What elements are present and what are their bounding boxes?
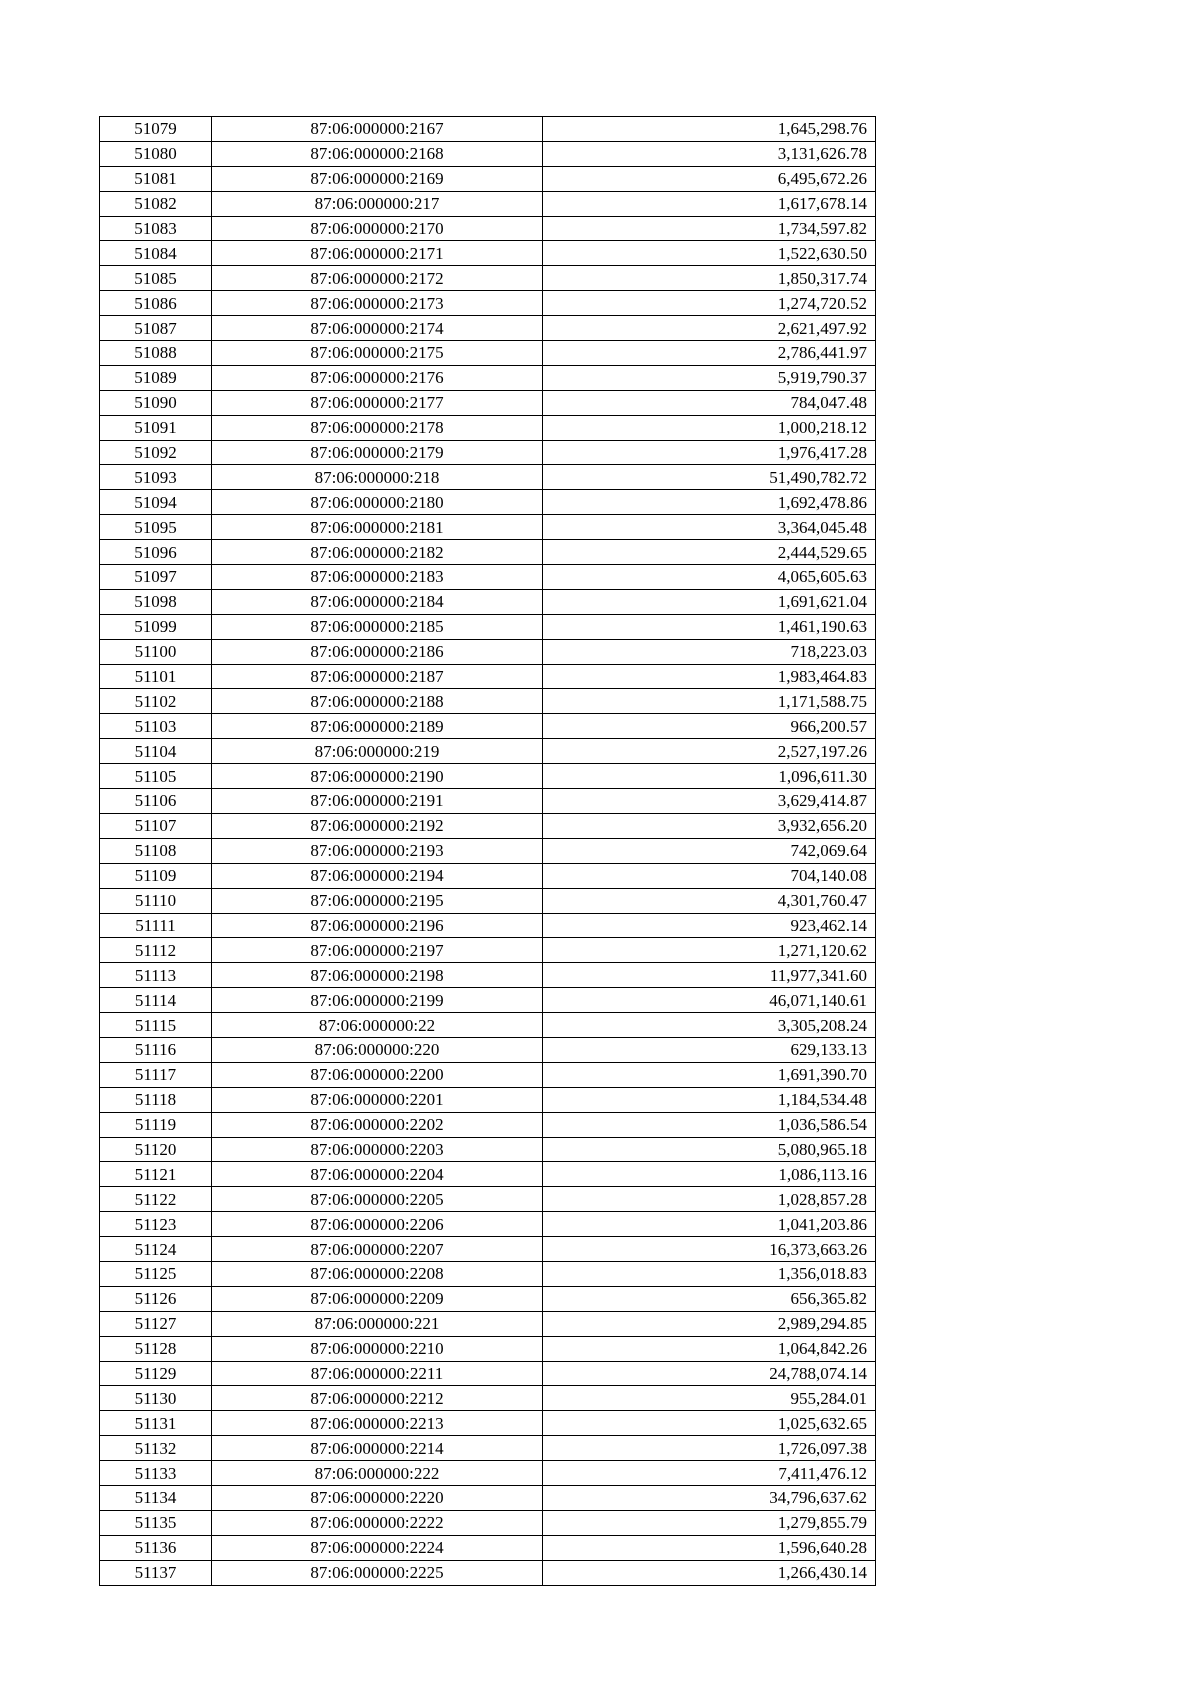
cadastral-value-cell: 1,691,390.70 (543, 1062, 876, 1087)
cadastral-number-cell: 87:06:000000:2212 (212, 1386, 543, 1411)
cadastral-number-cell: 87:06:000000:2181 (212, 515, 543, 540)
cadastral-value-cell: 1,461,190.63 (543, 614, 876, 639)
table-row (100, 166, 876, 191)
table-row (100, 266, 876, 291)
cadastral-number-cell: 87:06:000000:2191 (212, 789, 543, 814)
cadastral-value-cell: 3,131,626.78 (543, 141, 876, 166)
row-number-cell: 51097 (100, 565, 212, 590)
cadastral-value-cell: 3,629,414.87 (543, 789, 876, 814)
cadastral-number-cell: 87:06:000000:2187 (212, 664, 543, 689)
cadastral-value-cell: 923,462.14 (543, 913, 876, 938)
cadastral-value-cell: 1,726,097.38 (543, 1436, 876, 1461)
row-number-cell: 51098 (100, 589, 212, 614)
table-row (100, 689, 876, 714)
table-row (100, 789, 876, 814)
table-row (100, 540, 876, 565)
cadastral-number-cell: 87:06:000000:2208 (212, 1261, 543, 1286)
cadastral-number-cell: 87:06:000000:2207 (212, 1237, 543, 1262)
table-row (100, 341, 876, 366)
cadastral-value-cell: 1,041,203.86 (543, 1212, 876, 1237)
cadastral-number-cell: 87:06:000000:2192 (212, 813, 543, 838)
row-number-cell: 51110 (100, 888, 212, 913)
cadastral-number-cell: 87:06:000000:22 (212, 1013, 543, 1038)
cadastral-value-cell: 1,274,720.52 (543, 291, 876, 316)
cadastral-number-cell: 87:06:000000:2172 (212, 266, 543, 291)
cadastral-value-cell: 1,734,597.82 (543, 216, 876, 241)
cadastral-number-cell: 87:06:000000:2205 (212, 1187, 543, 1212)
cadastral-number-cell: 87:06:000000:2169 (212, 166, 543, 191)
cadastral-value-cell: 1,171,588.75 (543, 689, 876, 714)
table-row (100, 191, 876, 216)
table-row (100, 316, 876, 341)
cadastral-number-cell: 87:06:000000:2213 (212, 1411, 543, 1436)
cadastral-value-cell: 2,444,529.65 (543, 540, 876, 565)
table-row (100, 614, 876, 639)
cadastral-value-cell: 46,071,140.61 (543, 988, 876, 1013)
cadastral-number-cell: 87:06:000000:2196 (212, 913, 543, 938)
table-row (100, 1112, 876, 1137)
cadastral-value-cell: 7,411,476.12 (543, 1461, 876, 1486)
row-number-cell: 51122 (100, 1187, 212, 1212)
cadastral-number-cell: 87:06:000000:2201 (212, 1087, 543, 1112)
cadastral-number-cell: 87:06:000000:2224 (212, 1535, 543, 1560)
cadastral-number-cell: 87:06:000000:2167 (212, 117, 543, 142)
row-number-cell: 51123 (100, 1212, 212, 1237)
cadastral-value-cell: 1,266,430.14 (543, 1560, 876, 1585)
cadastral-value-cell: 1,617,678.14 (543, 191, 876, 216)
cadastral-value-cell: 629,133.13 (543, 1037, 876, 1062)
table-row (100, 1386, 876, 1411)
cadastral-number-cell: 87:06:000000:2225 (212, 1560, 543, 1585)
table-row (100, 465, 876, 490)
table-body (100, 117, 876, 1586)
row-number-cell: 51082 (100, 191, 212, 216)
row-number-cell: 51135 (100, 1510, 212, 1535)
cadastral-number-cell: 87:06:000000:2198 (212, 963, 543, 988)
row-number-cell: 51107 (100, 813, 212, 838)
cadastral-number-cell: 87:06:000000:2189 (212, 714, 543, 739)
row-number-cell: 51079 (100, 117, 212, 142)
table-row (100, 764, 876, 789)
table-row (100, 141, 876, 166)
cadastral-number-cell: 87:06:000000:220 (212, 1037, 543, 1062)
cadastral-number-cell: 87:06:000000:2182 (212, 540, 543, 565)
row-number-cell: 51084 (100, 241, 212, 266)
row-number-cell: 51103 (100, 714, 212, 739)
cadastral-value-cell: 1,279,855.79 (543, 1510, 876, 1535)
table-row (100, 291, 876, 316)
table-row (100, 1212, 876, 1237)
table-row (100, 415, 876, 440)
cadastral-value-cell: 2,527,197.26 (543, 739, 876, 764)
table-row (100, 838, 876, 863)
cadastral-value-cell: 742,069.64 (543, 838, 876, 863)
row-number-cell: 51136 (100, 1535, 212, 1560)
row-number-cell: 51109 (100, 863, 212, 888)
row-number-cell: 51115 (100, 1013, 212, 1038)
table-row (100, 988, 876, 1013)
table-row (100, 565, 876, 590)
cadastral-number-cell: 87:06:000000:2197 (212, 938, 543, 963)
cadastral-number-cell: 87:06:000000:2209 (212, 1286, 543, 1311)
cadastral-value-cell: 966,200.57 (543, 714, 876, 739)
row-number-cell: 51090 (100, 390, 212, 415)
cadastral-number-cell: 87:06:000000:2186 (212, 639, 543, 664)
table-row (100, 963, 876, 988)
cadastral-number-cell: 87:06:000000:2183 (212, 565, 543, 590)
row-number-cell: 51087 (100, 316, 212, 341)
cadastral-value-cell: 1,645,298.76 (543, 117, 876, 142)
table-row (100, 440, 876, 465)
row-number-cell: 51128 (100, 1336, 212, 1361)
cadastral-number-cell: 87:06:000000:2173 (212, 291, 543, 316)
table-row (100, 1336, 876, 1361)
row-number-cell: 51100 (100, 639, 212, 664)
row-number-cell: 51116 (100, 1037, 212, 1062)
cadastral-value-cell: 1,184,534.48 (543, 1087, 876, 1112)
table-row (100, 1286, 876, 1311)
table-row (100, 1237, 876, 1262)
table-row (100, 1361, 876, 1386)
cadastral-value-table (99, 116, 876, 1586)
cadastral-number-cell: 87:06:000000:2176 (212, 365, 543, 390)
table-row (100, 863, 876, 888)
cadastral-value-cell: 1,036,586.54 (543, 1112, 876, 1137)
cadastral-value-cell: 5,080,965.18 (543, 1137, 876, 1162)
cadastral-number-cell: 87:06:000000:2193 (212, 838, 543, 863)
cadastral-value-cell: 718,223.03 (543, 639, 876, 664)
cadastral-value-cell: 2,786,441.97 (543, 341, 876, 366)
table-row (100, 1187, 876, 1212)
cadastral-value-cell: 784,047.48 (543, 390, 876, 415)
table-row (100, 515, 876, 540)
table-row (100, 639, 876, 664)
row-number-cell: 51134 (100, 1485, 212, 1510)
cadastral-value-cell: 4,065,605.63 (543, 565, 876, 590)
row-number-cell: 51121 (100, 1162, 212, 1187)
cadastral-number-cell: 87:06:000000:2168 (212, 141, 543, 166)
cadastral-number-cell: 87:06:000000:2194 (212, 863, 543, 888)
cadastral-number-cell: 87:06:000000:2184 (212, 589, 543, 614)
cadastral-value-cell: 1,976,417.28 (543, 440, 876, 465)
cadastral-value-cell: 11,977,341.60 (543, 963, 876, 988)
cadastral-value-cell: 1,850,317.74 (543, 266, 876, 291)
row-number-cell: 51111 (100, 913, 212, 938)
table-row (100, 1162, 876, 1187)
cadastral-value-cell: 1,356,018.83 (543, 1261, 876, 1286)
row-number-cell: 51094 (100, 490, 212, 515)
row-number-cell: 51119 (100, 1112, 212, 1137)
table-row (100, 1461, 876, 1486)
cadastral-number-cell: 87:06:000000:2199 (212, 988, 543, 1013)
row-number-cell: 51092 (100, 440, 212, 465)
row-number-cell: 51137 (100, 1560, 212, 1585)
table-row (100, 813, 876, 838)
row-number-cell: 51106 (100, 789, 212, 814)
cadastral-number-cell: 87:06:000000:2211 (212, 1361, 543, 1386)
cadastral-value-cell: 3,305,208.24 (543, 1013, 876, 1038)
row-number-cell: 51133 (100, 1461, 212, 1486)
table-row (100, 1510, 876, 1535)
cadastral-value-cell: 16,373,663.26 (543, 1237, 876, 1262)
cadastral-number-cell: 87:06:000000:222 (212, 1461, 543, 1486)
table-row (100, 1535, 876, 1560)
cadastral-value-cell: 24,788,074.14 (543, 1361, 876, 1386)
row-number-cell: 51125 (100, 1261, 212, 1286)
cadastral-value-cell: 4,301,760.47 (543, 888, 876, 913)
row-number-cell: 51117 (100, 1062, 212, 1087)
row-number-cell: 51108 (100, 838, 212, 863)
row-number-cell: 51120 (100, 1137, 212, 1162)
cadastral-number-cell: 87:06:000000:2202 (212, 1112, 543, 1137)
row-number-cell: 51124 (100, 1237, 212, 1262)
table-row (100, 1311, 876, 1336)
cadastral-value-cell: 2,989,294.85 (543, 1311, 876, 1336)
cadastral-number-cell: 87:06:000000:217 (212, 191, 543, 216)
table-row (100, 365, 876, 390)
row-number-cell: 51129 (100, 1361, 212, 1386)
table-row (100, 1436, 876, 1461)
cadastral-number-cell: 87:06:000000:2210 (212, 1336, 543, 1361)
cadastral-value-cell: 1,691,621.04 (543, 589, 876, 614)
cadastral-value-cell: 1,086,113.16 (543, 1162, 876, 1187)
table-row (100, 714, 876, 739)
cadastral-value-cell: 1,000,218.12 (543, 415, 876, 440)
row-number-cell: 51086 (100, 291, 212, 316)
cadastral-value-cell: 2,621,497.92 (543, 316, 876, 341)
row-number-cell: 51105 (100, 764, 212, 789)
row-number-cell: 51126 (100, 1286, 212, 1311)
cadastral-value-cell: 5,919,790.37 (543, 365, 876, 390)
table-row (100, 390, 876, 415)
cadastral-value-cell: 704,140.08 (543, 863, 876, 888)
table-row (100, 1411, 876, 1436)
cadastral-value-cell: 34,796,637.62 (543, 1485, 876, 1510)
cadastral-number-cell: 87:06:000000:2179 (212, 440, 543, 465)
row-number-cell: 51096 (100, 540, 212, 565)
cadastral-number-cell: 87:06:000000:2188 (212, 689, 543, 714)
cadastral-value-cell: 1,596,640.28 (543, 1535, 876, 1560)
table-row (100, 1013, 876, 1038)
cadastral-number-cell: 87:06:000000:2200 (212, 1062, 543, 1087)
cadastral-value-cell: 51,490,782.72 (543, 465, 876, 490)
cadastral-number-cell: 87:06:000000:2185 (212, 614, 543, 639)
table-row (100, 1137, 876, 1162)
row-number-cell: 51112 (100, 938, 212, 963)
cadastral-number-cell: 87:06:000000:2203 (212, 1137, 543, 1162)
row-number-cell: 51130 (100, 1386, 212, 1411)
cadastral-number-cell: 87:06:000000:2174 (212, 316, 543, 341)
cadastral-value-cell: 6,495,672.26 (543, 166, 876, 191)
cadastral-value-cell: 1,025,632.65 (543, 1411, 876, 1436)
table-row (100, 490, 876, 515)
cadastral-number-cell: 87:06:000000:2214 (212, 1436, 543, 1461)
row-number-cell: 51131 (100, 1411, 212, 1436)
table-row (100, 1087, 876, 1112)
cadastral-value-cell: 1,983,464.83 (543, 664, 876, 689)
table-row (100, 589, 876, 614)
table-row (100, 1560, 876, 1585)
table-row (100, 1485, 876, 1510)
row-number-cell: 51091 (100, 415, 212, 440)
row-number-cell: 51099 (100, 614, 212, 639)
cadastral-value-cell: 3,932,656.20 (543, 813, 876, 838)
cadastral-number-cell: 87:06:000000:2178 (212, 415, 543, 440)
row-number-cell: 51093 (100, 465, 212, 490)
cadastral-number-cell: 87:06:000000:2177 (212, 390, 543, 415)
row-number-cell: 51083 (100, 216, 212, 241)
table-row (100, 913, 876, 938)
cadastral-value-cell: 1,096,611.30 (543, 764, 876, 789)
cadastral-number-cell: 87:06:000000:218 (212, 465, 543, 490)
cadastral-value-cell: 1,064,842.26 (543, 1336, 876, 1361)
cadastral-number-cell: 87:06:000000:2180 (212, 490, 543, 515)
row-number-cell: 51104 (100, 739, 212, 764)
row-number-cell: 51127 (100, 1311, 212, 1336)
cadastral-number-cell: 87:06:000000:2206 (212, 1212, 543, 1237)
cadastral-value-cell: 955,284.01 (543, 1386, 876, 1411)
table-row (100, 664, 876, 689)
table-row (100, 739, 876, 764)
row-number-cell: 51085 (100, 266, 212, 291)
row-number-cell: 51118 (100, 1087, 212, 1112)
cadastral-value-cell: 3,364,045.48 (543, 515, 876, 540)
cadastral-number-cell: 87:06:000000:2171 (212, 241, 543, 266)
cadastral-value-cell: 1,522,630.50 (543, 241, 876, 266)
table-row (100, 888, 876, 913)
row-number-cell: 51132 (100, 1436, 212, 1461)
cadastral-number-cell: 87:06:000000:2220 (212, 1485, 543, 1510)
row-number-cell: 51088 (100, 341, 212, 366)
cadastral-number-cell: 87:06:000000:221 (212, 1311, 543, 1336)
cadastral-number-cell: 87:06:000000:2204 (212, 1162, 543, 1187)
row-number-cell: 51089 (100, 365, 212, 390)
table-row (100, 241, 876, 266)
cadastral-number-cell: 87:06:000000:2195 (212, 888, 543, 913)
row-number-cell: 51081 (100, 166, 212, 191)
cadastral-number-cell: 87:06:000000:2190 (212, 764, 543, 789)
row-number-cell: 51080 (100, 141, 212, 166)
cadastral-value-cell: 1,271,120.62 (543, 938, 876, 963)
row-number-cell: 51114 (100, 988, 212, 1013)
row-number-cell: 51101 (100, 664, 212, 689)
table-row (100, 117, 876, 142)
table-row (100, 1062, 876, 1087)
row-number-cell: 51102 (100, 689, 212, 714)
row-number-cell: 51113 (100, 963, 212, 988)
cadastral-number-cell: 87:06:000000:2170 (212, 216, 543, 241)
cadastral-number-cell: 87:06:000000:219 (212, 739, 543, 764)
cadastral-value-cell: 1,692,478.86 (543, 490, 876, 515)
table-row (100, 1261, 876, 1286)
table-row (100, 1037, 876, 1062)
row-number-cell: 51095 (100, 515, 212, 540)
cadastral-value-cell: 1,028,857.28 (543, 1187, 876, 1212)
table-row (100, 216, 876, 241)
cadastral-number-cell: 87:06:000000:2175 (212, 341, 543, 366)
cadastral-value-cell: 656,365.82 (543, 1286, 876, 1311)
cadastral-number-cell: 87:06:000000:2222 (212, 1510, 543, 1535)
table-row (100, 938, 876, 963)
